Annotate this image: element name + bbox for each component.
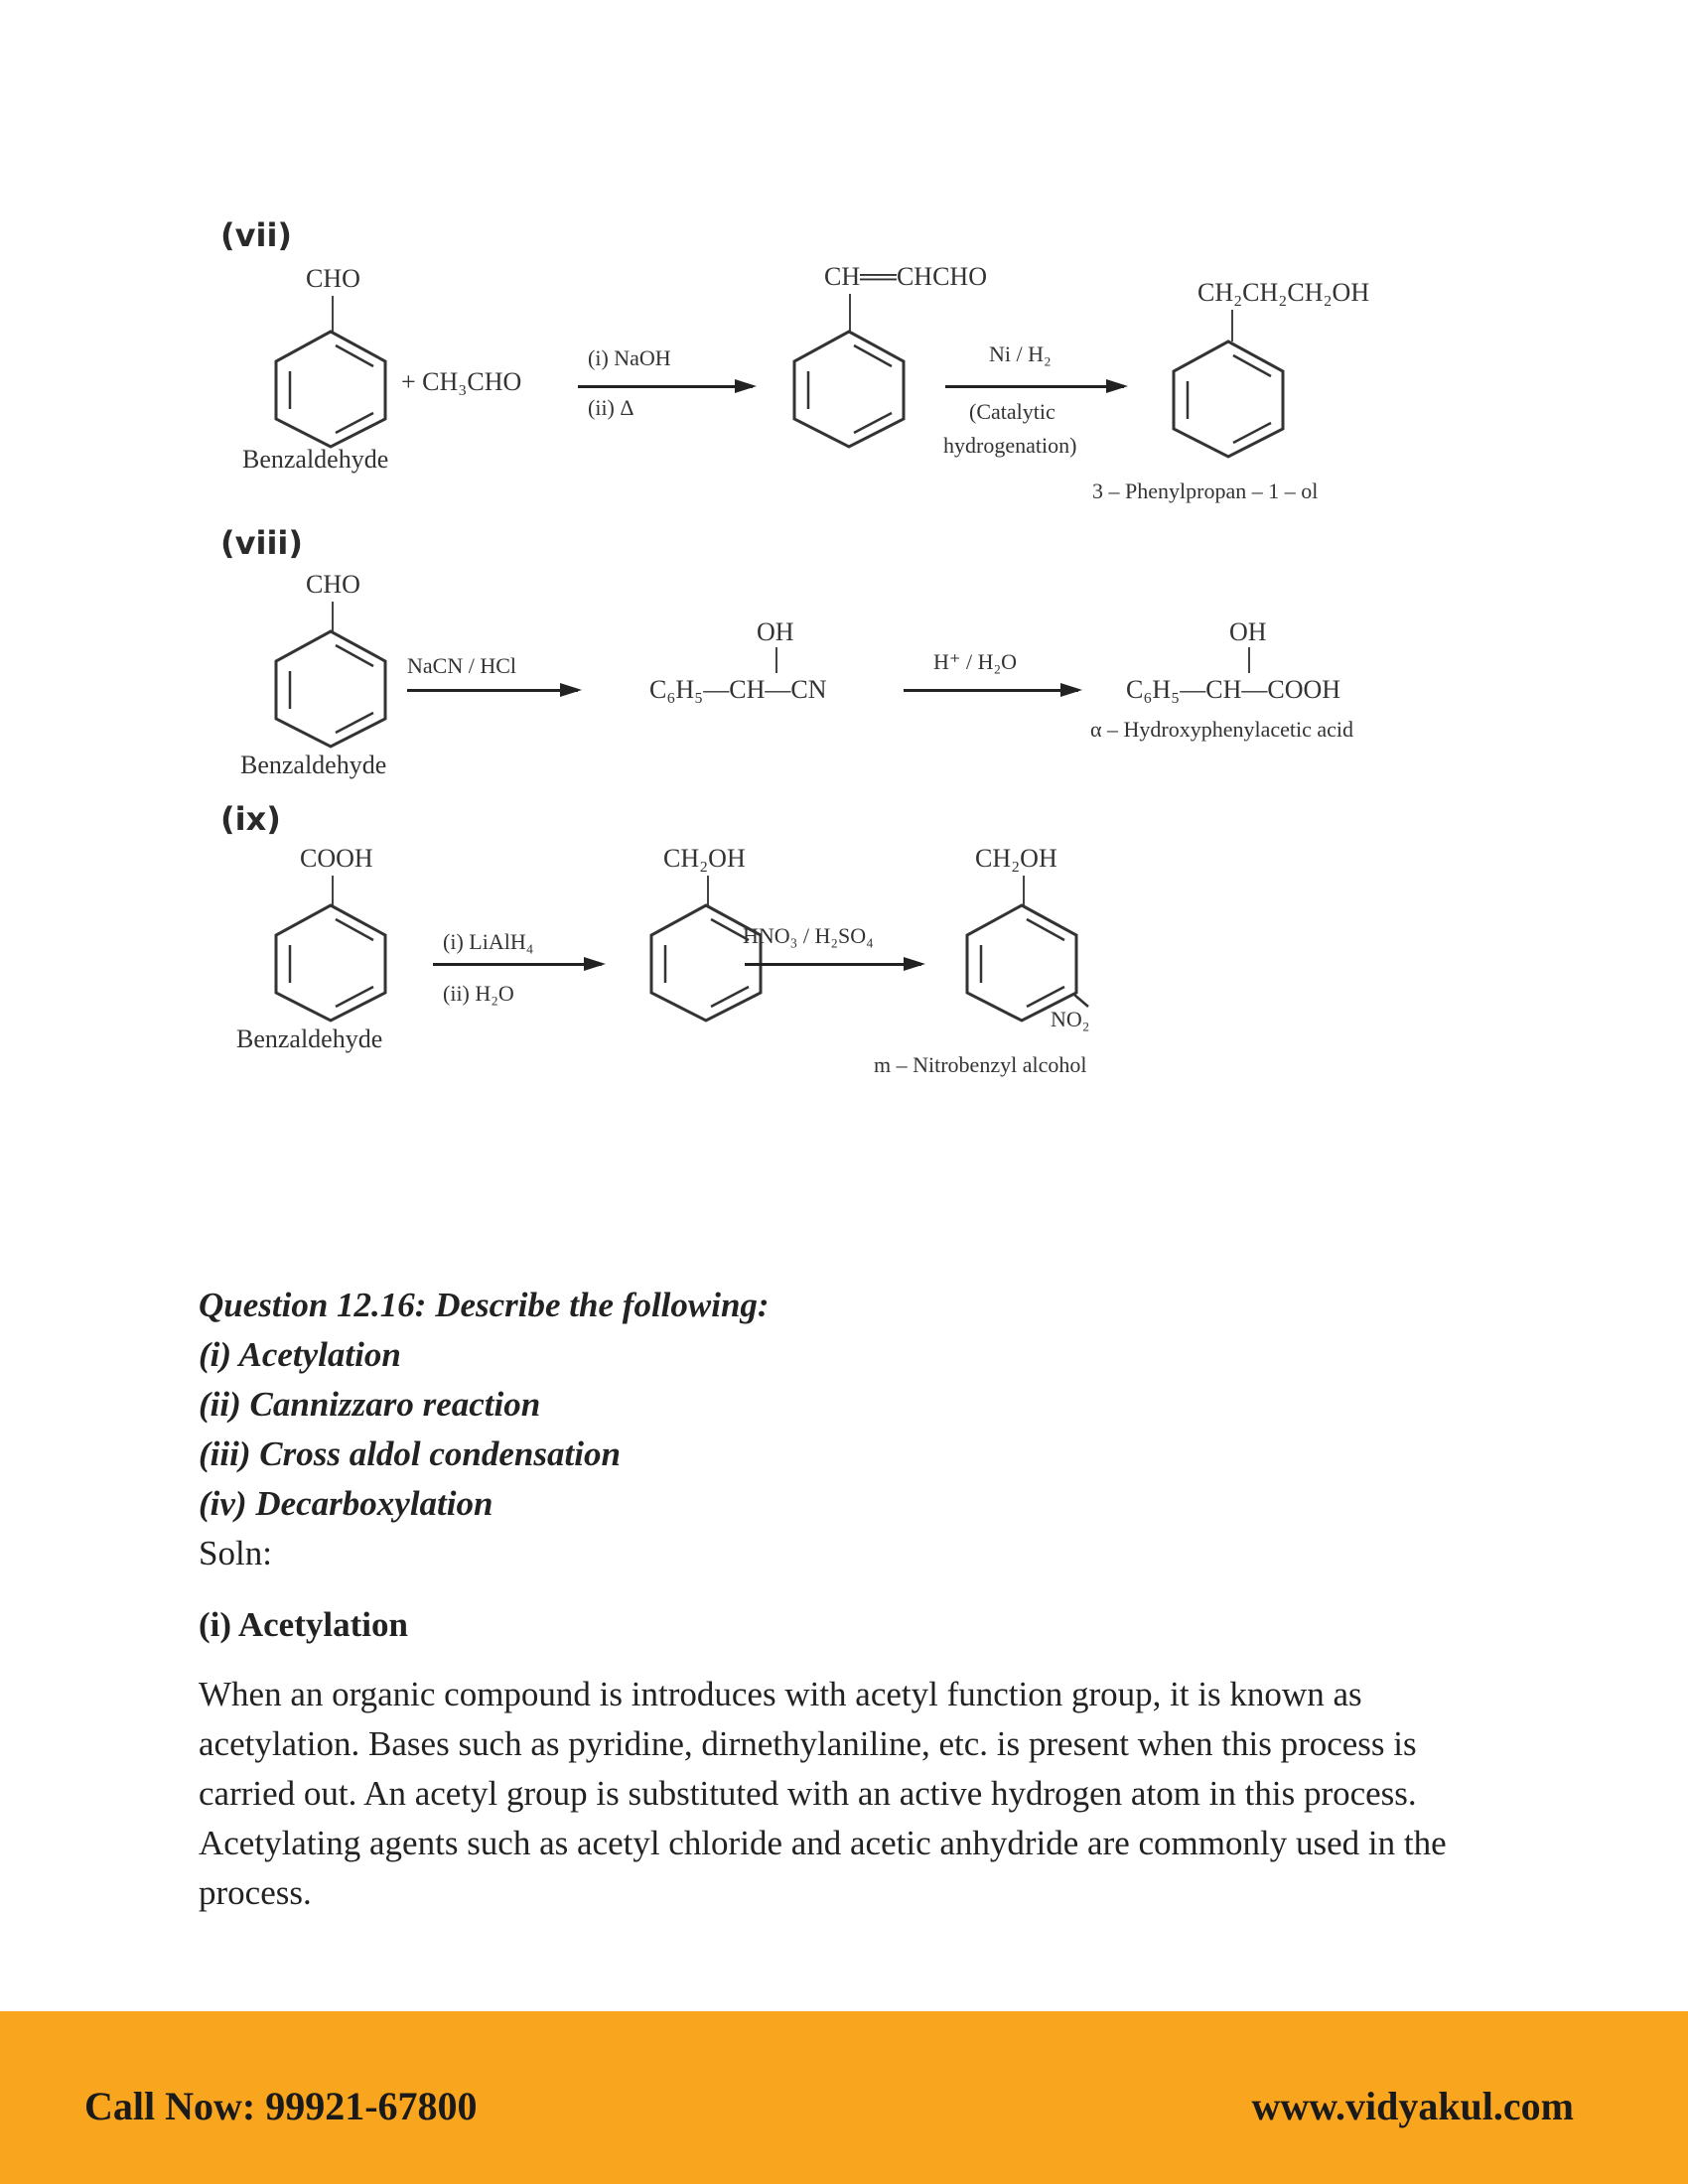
viii-cond-1: NaCN / HCl bbox=[407, 653, 516, 678]
reaction-vii-label: (vii) bbox=[220, 216, 293, 254]
viii-start-name: Benzaldehyde bbox=[240, 751, 387, 779]
answer-paragraph: When an organic compound is introduces with acetyl function group, it is known as acetylation. Bases such as pyridine, dirnethylaniline, etc. is present when this process is carried out. An acetyl group is substituted with an active hydrogen atom in this process. Acetylating agents such as acetyl chloride and acetic anhydride are commonly used in the process. bbox=[199, 1675, 1447, 1912]
vii-start-name: Benzaldehyde bbox=[242, 445, 389, 474]
ix-product-bond bbox=[1023, 876, 1025, 905]
vii-product-group: CH₂CH₂CH₂OH bbox=[1197, 278, 1370, 307]
call-now-text[interactable]: Call Now: 99921-67800 bbox=[84, 2084, 478, 2128]
reaction-viii-label: (viii) bbox=[220, 524, 304, 562]
viii-start-group: CHO bbox=[306, 570, 360, 599]
vii-cond-5: hydrogenation) bbox=[943, 433, 1077, 458]
vii-reagent: + CH₃CHO bbox=[401, 367, 522, 396]
ix-mid-group: CH₂OH bbox=[663, 844, 746, 873]
vii-cond-2: (ii) Δ bbox=[588, 395, 634, 420]
question-title: Question 12.16: Describe the following: bbox=[199, 1286, 770, 1324]
viii-arrow-2 bbox=[904, 689, 1078, 692]
benzene-ring-icon bbox=[957, 903, 1086, 1023]
ix-cond-3: HNO₃ / H₂SO₄ bbox=[743, 923, 874, 948]
vii-product-name: 3 – Phenylpropan – 1 – ol bbox=[1092, 478, 1319, 503]
footer-bar bbox=[0, 2011, 1688, 2184]
vii-product-bond bbox=[1231, 310, 1233, 341]
ix-start-bond bbox=[332, 876, 334, 905]
ix-arrow-2 bbox=[745, 963, 921, 966]
vii-start-group: CHO bbox=[306, 264, 360, 293]
benzene-ring-icon bbox=[266, 629, 395, 749]
question-item: (ii) Cannizzaro reaction bbox=[199, 1385, 541, 1424]
viii-mid-formula: C₆H₅—CH—CN bbox=[649, 675, 827, 704]
benzene-ring-icon bbox=[266, 330, 395, 449]
website-link[interactable]: www.vidyakul.com bbox=[1251, 2084, 1574, 2128]
ix-arrow-1 bbox=[433, 963, 602, 966]
vii-arrow-1 bbox=[578, 385, 753, 388]
ix-product-sub: NO₂ bbox=[1051, 1007, 1090, 1031]
benzene-ring-icon bbox=[1164, 340, 1293, 459]
ix-product-name: m – Nitrobenzyl alcohol bbox=[874, 1052, 1087, 1077]
ix-product-group: CH₂OH bbox=[975, 844, 1057, 873]
viii-product-oh-bond bbox=[1248, 647, 1250, 673]
answer-subheading: (i) Acetylation bbox=[199, 1605, 408, 1644]
vii-start-bond bbox=[332, 296, 334, 332]
question-item: (iv) Decarboxylation bbox=[199, 1484, 493, 1523]
viii-product-name: α – Hydroxyphenylacetic acid bbox=[1090, 717, 1354, 742]
ix-start-group: COOH bbox=[300, 844, 373, 873]
vii-mid-group: CH══CHCHO bbox=[824, 262, 987, 291]
question-block bbox=[199, 1281, 1499, 1918]
reaction-ix-label: (ix) bbox=[220, 800, 281, 838]
viii-mid-oh: OH bbox=[757, 617, 794, 646]
viii-cond-2: H⁺ / H₂O bbox=[933, 649, 1018, 674]
ix-cond-1: (i) LiAlH₄ bbox=[443, 929, 534, 954]
ix-cond-2: (ii) H₂O bbox=[443, 981, 514, 1006]
ix-mid-bond bbox=[707, 876, 709, 905]
viii-arrow-1 bbox=[407, 689, 578, 692]
question-item: (i) Acetylation bbox=[199, 1335, 401, 1374]
vii-cond-1: (i) NaOH bbox=[588, 345, 671, 370]
question-item: (iii) Cross aldol condensation bbox=[199, 1434, 621, 1473]
benzene-ring-icon bbox=[266, 903, 395, 1023]
viii-product-oh: OH bbox=[1229, 617, 1267, 646]
vii-mid-bond bbox=[849, 294, 851, 334]
viii-start-bond bbox=[332, 602, 334, 631]
vii-cond-3: Ni / H₂ bbox=[989, 341, 1052, 366]
vii-arrow-2 bbox=[945, 385, 1124, 388]
vii-cond-4: (Catalytic bbox=[969, 399, 1055, 424]
soln-label: Soln: bbox=[199, 1534, 272, 1572]
ix-start-name: Benzaldehyde bbox=[236, 1024, 383, 1053]
benzene-ring-icon bbox=[784, 330, 914, 449]
viii-product-formula: C₆H₅—CH—COOH bbox=[1126, 675, 1341, 704]
viii-mid-oh-bond bbox=[775, 647, 777, 673]
